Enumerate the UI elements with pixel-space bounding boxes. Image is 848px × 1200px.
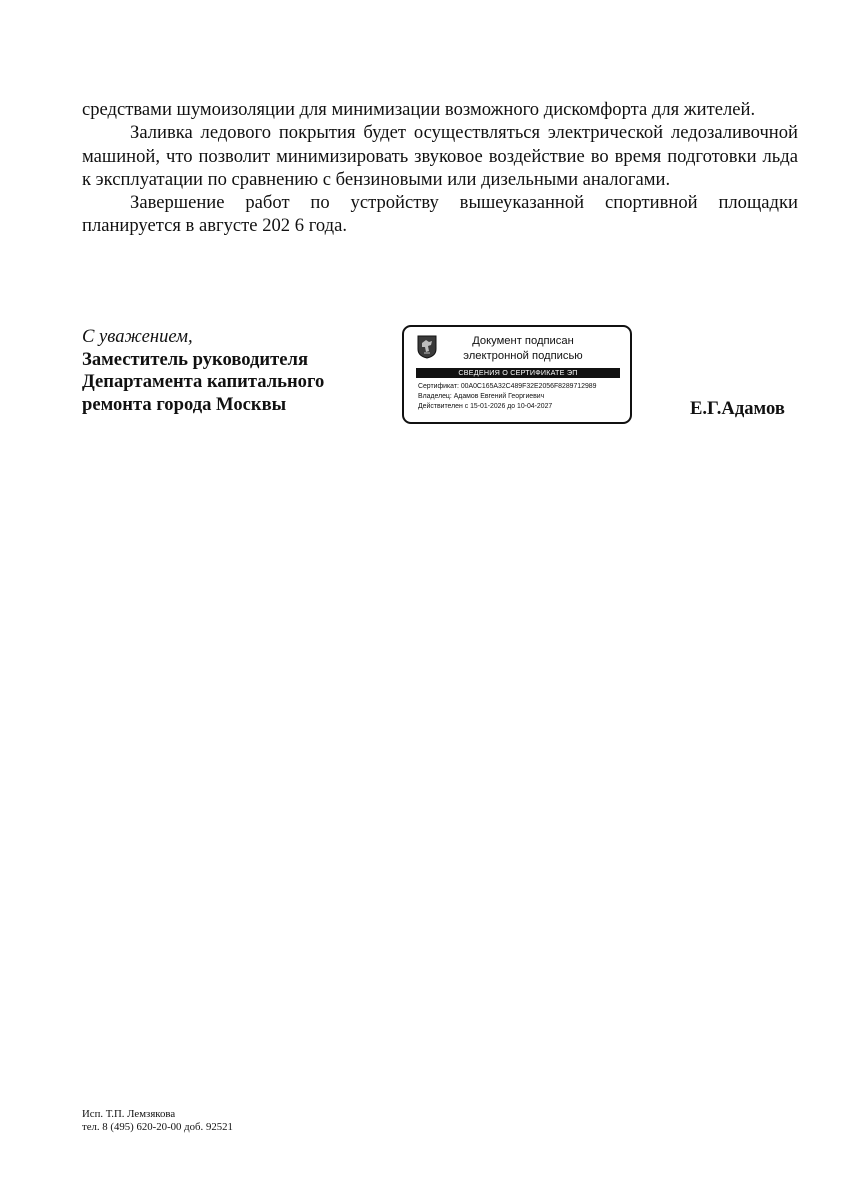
signature-block [82, 326, 372, 416]
signer-position-line: ремонта города Москвы [82, 393, 287, 415]
signer-name: Е.Г.Адамов [690, 398, 785, 419]
certificate-number: Сертификат: 00A0C165A32C489F32E2056F8289712989 [418, 383, 597, 390]
electronic-signature-stamp [402, 325, 632, 424]
signer-position-line: Департамента капитального [82, 371, 325, 392]
signer-position-line: Заместитель руководителя [82, 348, 309, 370]
certificate-header-bar: СВЕДЕНИЯ О СЕРТИФИКАТЕ ЭП [416, 368, 620, 378]
letter-body [82, 98, 798, 238]
esignature-title [448, 334, 598, 363]
esignature-title-line: Документ подписан [472, 335, 574, 347]
paragraph-ice-resurfacing: Заливка ледового покрытия будет осуществляться электрической ледозаливочной машиной, что позволит минимизировать звуковое воздействие во время подготовки льда к эксплуатации по сравнению с бензиновыми или дизельными аналогами. [82, 122, 798, 190]
moscow-coat-of-arms-icon [417, 335, 437, 359]
certificate-details [418, 382, 630, 413]
executor-footer [82, 1108, 233, 1134]
closing-greeting: С уважением, [82, 326, 193, 347]
executor-name: Исп. Т.П. Лемзякова [82, 1108, 176, 1120]
paragraph-noise-insulation: средствами шумоизоляции для минимизации возможного дискомфорта для жителей. [82, 99, 756, 120]
signer-position [82, 349, 372, 417]
certificate-validity: Действителен с 15-01-2026 до 10-04-2027 [418, 403, 553, 411]
certificate-owner: Владелец: Адамов Евгений Георгиевич [418, 393, 545, 401]
paragraph-completion-date: Завершение работ по устройству вышеуказанной спортивной площадки планируется в августе 202 6 года. [82, 192, 798, 237]
executor-phone: тел. 8 (495) 620-20-00 доб. 92521 [82, 1121, 233, 1133]
esignature-title-line: электронной подписью [463, 349, 583, 362]
